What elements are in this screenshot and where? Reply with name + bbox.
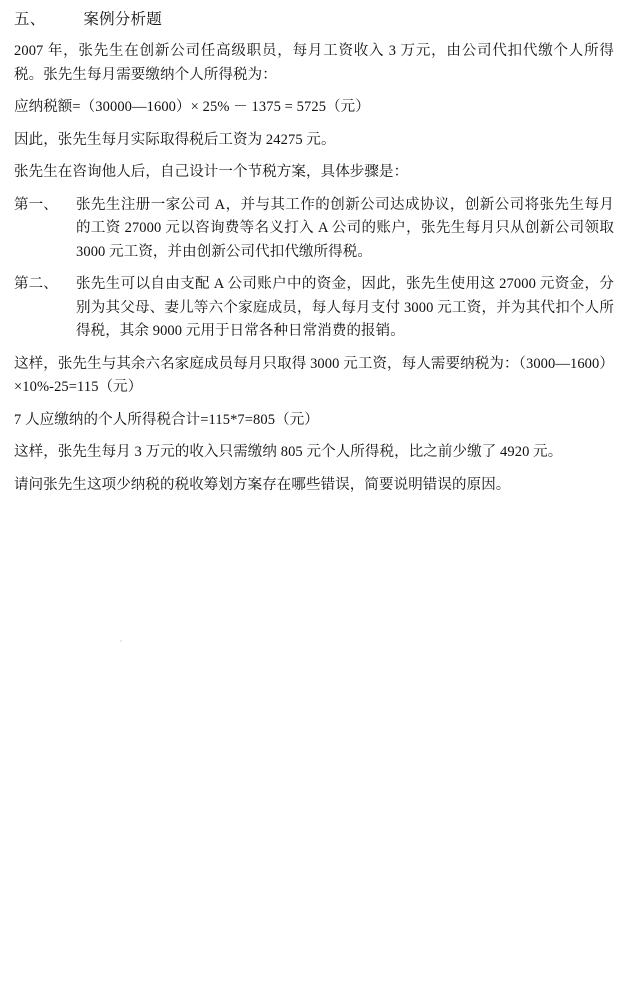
paragraph-savings: 这样，张先生每月 3 万元的收入只需缴纳 805 元个人所得税，比之前少缴了 4920 元。 (14, 444, 563, 461)
section-title: 案例分析题 (83, 11, 162, 28)
paragraph-net-salary: 因此，张先生每月实际取得税后工资为 24275 元。 (14, 131, 336, 148)
step-one-marker: 第一、 (14, 196, 58, 213)
step-two-text: 张先生可以自由支配 A 公司账户中的资金，因此，张先生使用这 27000 元资金，分别为其父母、妻儿等六个家庭成员，每人每月支付 3000 元工资，并为其代扣个人所得税，其余 9000 元用于日常各种日常消费的报销。 (76, 276, 614, 340)
paragraph-question: 请问张先生这项少纳税的税收筹划方案存在哪些错误，简要说明错误的原因。 (14, 476, 511, 493)
list-item-step-one (14, 194, 614, 264)
paragraph-total-tax: 7 人应缴纳的个人所得税合计=115*7=805（元） (14, 411, 319, 428)
page-artifact (120, 640, 122, 642)
section-number: 五、 (14, 11, 46, 28)
section-heading (14, 8, 614, 31)
paragraph-intro: 2007 年，张先生在创新公司任高级职员，每月工资收入 3 万元，由公司代扣代缴个人所得税。张先生每月需要缴纳个人所得税为： (14, 43, 614, 83)
paragraph-per-person-tax: 这样，张先生与其余六名家庭成员每月只取得 3000 元工资，每人需要纳税为：（3000—1600）×10%-25=115（元） (14, 355, 614, 396)
paragraph-plan-intro: 张先生在咨询他人后，自己设计一个节税方案，具体步骤是： (14, 164, 409, 181)
step-one-text: 张先生注册一家公司 A，并与其工作的创新公司达成协议，创新公司将张先生每月的工资 27000 元以咨询费等名义打入 A 公司的账户，张先生每月只从创新公司领取 3000 元工资，并由创新公司代扣代缴所得税。 (76, 196, 614, 260)
formula-tax-amount: 应纳税额=（30000—1600）× 25% － 1375 = 5725（元） (14, 99, 370, 116)
list-item-step-two (14, 273, 614, 343)
step-two-marker: 第二、 (14, 276, 58, 293)
document-body (14, 8, 614, 506)
